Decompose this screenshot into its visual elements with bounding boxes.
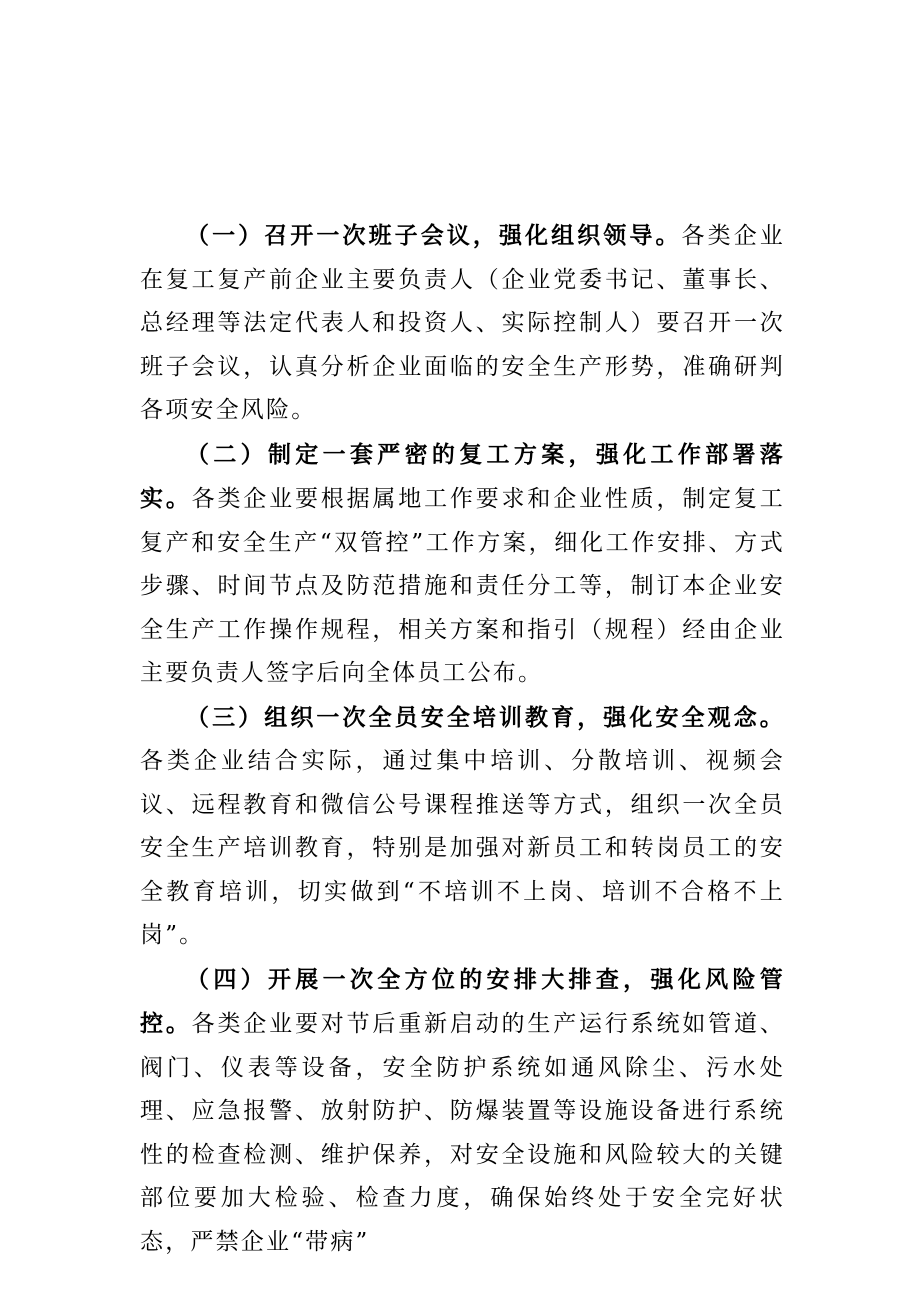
paragraph-1-body: 各类企业在复工复产前企业主要负责人（企业党委书记、董事长、总经理等法定代表人和投资人、实际控制人）要召开一次班子会议，认真分析企业面临的安全生产形势，准确研判各项安全风险。: [140, 223, 785, 423]
paragraph-3-heading: （三）组织一次全员安全培训教育，强化安全观念。: [186, 703, 785, 731]
paragraph-4: [140, 958, 785, 1265]
paragraph-2-heading: （二）制定一套严密的复工方案，强化工作部署落实。: [140, 440, 785, 512]
paragraph-2-body: 各类企业要根据属地工作要求和企业性质，制定复工复产和安全生产“双管控”工作方案，细化工作安排、方式步骤、时间节点及防范措施和责任分工等，制订本企业安全生产工作操作规程，相关方案和指引（规程）经由企业主要负责人签字后向全体员工公布。: [140, 486, 785, 686]
paragraph-3-body: 各类企业结合实际，通过集中培训、分散培训、视频会议、远程教育和微信公号课程推送等方式，组织一次全员安全生产培训教育，特别是加强对新员工和转岗员工的安全教育培训，切实做到“不培训不上岗、培训不合格不上岗”。: [140, 748, 785, 948]
paragraph-4-heading: （四）开展一次全方位的安排大排查，强化风险管控。: [140, 965, 785, 1037]
paragraph-1-heading: （一）召开一次班子会议，强化组织领导。: [186, 222, 682, 249]
paragraph-3: [140, 696, 785, 958]
document-page: [140, 214, 785, 1264]
paragraph-2: [140, 433, 785, 696]
paragraph-4-body: 各类企业要对节后重新启动的生产运行系统如管道、阀门、仪表等设备，安全防护系统如通风除尘、污水处理、应急报警、放射防护、防爆装置等设施设备进行系统性的检查检测、维护保养，对安全设施和风险较大的关键部位要加大检验、检查力度，确保始终处于安全完好状态，严禁企业“带病”: [140, 1011, 785, 1255]
paragraph-1: [140, 214, 785, 433]
